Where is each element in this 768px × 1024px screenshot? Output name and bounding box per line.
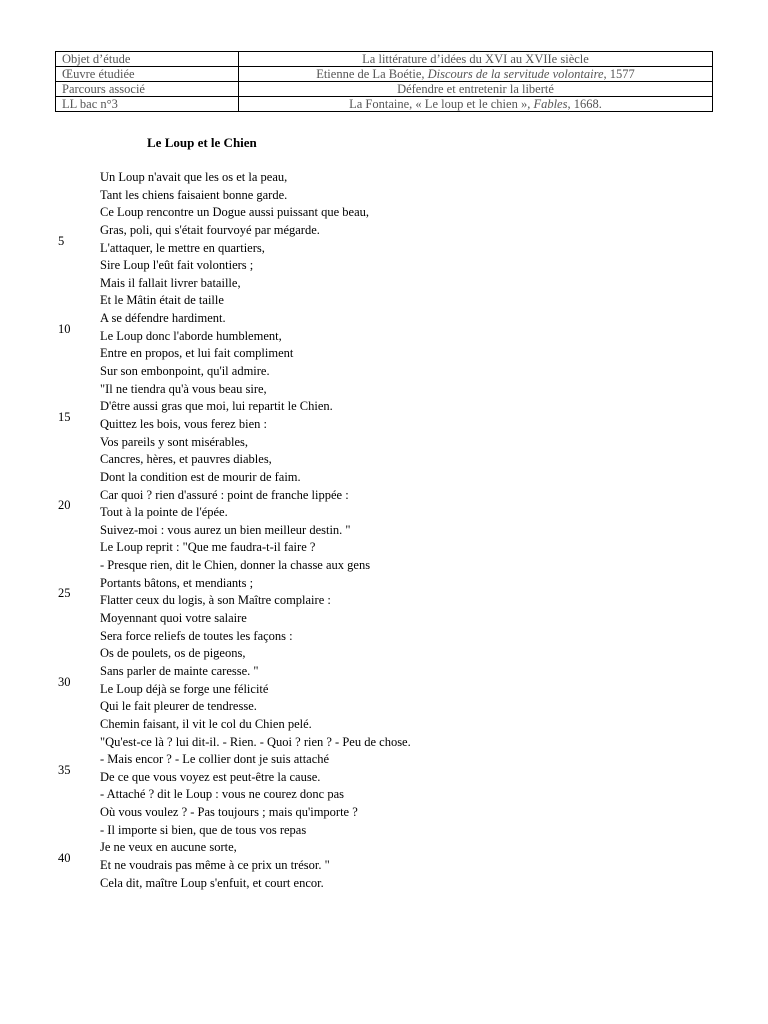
table-row — [56, 97, 713, 112]
line-text: Le Loup donc l'aborde humblement, — [100, 328, 282, 343]
line-text: A se défendre hardiment. — [100, 311, 226, 326]
line-text: Os de poulets, os de pigeons, — [100, 646, 246, 661]
line-text: Mais il fallait livrer bataille, — [100, 275, 241, 290]
line-text: Sans parler de mainte caresse. " — [100, 663, 259, 678]
oeuvre-year: , 1577 — [603, 67, 635, 81]
line-text: Suivez-moi : vous aurez un bien meilleur destin. " — [100, 522, 351, 537]
line-text: Cela dit, maître Loup s'enfuit, et court encor. — [100, 875, 324, 890]
line-text: Le Loup déjà se forge une félicité — [100, 681, 269, 696]
study-info-table — [55, 51, 713, 112]
line-text: L'attaquer, le mettre en quartiers, — [100, 240, 265, 255]
ll-work: Fables — [533, 97, 568, 111]
line-text: Ce Loup rencontre un Dogue aussi puissant que beau, — [100, 205, 370, 220]
line-text: Sera force reliefs de toutes les façons : — [100, 628, 293, 643]
line-text: Et ne voudrais pas même à ce prix un trésor. " — [100, 857, 330, 872]
line-text: "Il ne tiendra qu'à vous beau sire, — [100, 381, 267, 396]
oeuvre-author: Etienne de La Boétie, — [316, 67, 428, 81]
line-text: Moyennant quoi votre salaire — [100, 611, 247, 626]
line-text: D'être aussi gras que moi, lui repartit le Chien. — [100, 399, 333, 414]
line-number: 10 — [58, 321, 71, 336]
line-text: Le Loup reprit : "Que me faudra-t-il faire ? — [100, 540, 316, 555]
row-label-oeuvre: Œuvre étudiée — [56, 67, 239, 82]
line-text: Entre en propos, et lui fait compliment — [100, 346, 294, 361]
row-label-parcours: Parcours associé — [56, 82, 239, 97]
line-text: Qui le fait pleurer de tendresse. — [100, 699, 257, 714]
line-text: Sur son embonpoint, qu'il admire. — [100, 364, 270, 379]
line-text: Quittez les bois, vous ferez bien : — [100, 416, 267, 431]
line-text: Car quoi ? rien d'assuré : point de franche lippée : — [100, 487, 349, 502]
line-text: Flatter ceux du logis, à son Maître complaire : — [100, 593, 331, 608]
line-text: Tout à la pointe de l'épée. — [100, 505, 228, 520]
table-row — [56, 82, 713, 97]
row-value-parcours: Défendre et entretenir la liberté — [239, 82, 713, 97]
poem-title: Le Loup et le Chien — [147, 135, 257, 150]
line-text: Chemin faisant, il vit le col du Chien pelé. — [100, 716, 312, 731]
row-value-ll — [239, 97, 713, 112]
line-text: - Mais encor ? - Le collier dont je suis attaché — [100, 752, 330, 767]
line-text: Cancres, hères, et pauvres diables, — [100, 452, 272, 467]
line-number: 35 — [58, 762, 71, 777]
table-row — [56, 52, 713, 67]
line-text: Portants bâtons, et mendiants ; — [100, 575, 254, 590]
line-text: - Il importe si bien, que de tous vos repas — [100, 822, 307, 837]
line-text: Où vous voulez ? - Pas toujours ; mais qu'importe ? — [100, 805, 358, 820]
line-text: Et le Mâtin était de taille — [100, 293, 224, 308]
line-number: 15 — [58, 409, 71, 424]
line-text: "Qu'est-ce là ? lui dit-il. - Rien. - Quoi ? rien ? - Peu de chose. — [100, 734, 411, 749]
row-label-objet: Objet d’étude — [56, 52, 239, 67]
ll-author: La Fontaine, « Le loup et le chien », — [349, 97, 534, 111]
line-text: Gras, poli, qui s'était fourvoyé par mégarde. — [100, 222, 320, 237]
row-label-ll: LL bac n°3 — [56, 97, 239, 112]
line-text: - Presque rien, dit le Chien, donner la chasse aux gens — [100, 558, 371, 573]
line-text: Vos pareils y sont misérables, — [100, 434, 249, 449]
ll-year: , 1668. — [567, 97, 602, 111]
line-text: De ce que vous voyez est peut-être la cause. — [100, 769, 321, 784]
line-text: Je ne veux en aucune sorte, — [100, 840, 237, 855]
line-text: Tant les chiens faisaient bonne garde. — [100, 187, 288, 202]
line-text: Sire Loup l'eût fait volontiers ; — [100, 258, 254, 273]
line-number: 5 — [58, 233, 65, 248]
table-row — [56, 67, 713, 82]
line-text: Un Loup n'avait que les os et la peau, — [100, 170, 288, 184]
line-number: 30 — [58, 674, 71, 689]
line-number: 40 — [58, 850, 71, 865]
line-text: - Attaché ? dit le Loup : vous ne courez donc pas — [100, 787, 345, 802]
oeuvre-title: Discours de la servitude volontaire — [427, 67, 604, 81]
line-number: 25 — [58, 586, 71, 601]
line-text: Dont la condition est de mourir de faim. — [100, 469, 301, 484]
row-value-objet: La littérature d’idées du XVI au XVIIe siècle — [239, 52, 713, 67]
line-number: 20 — [58, 498, 71, 513]
row-value-oeuvre — [239, 67, 713, 82]
